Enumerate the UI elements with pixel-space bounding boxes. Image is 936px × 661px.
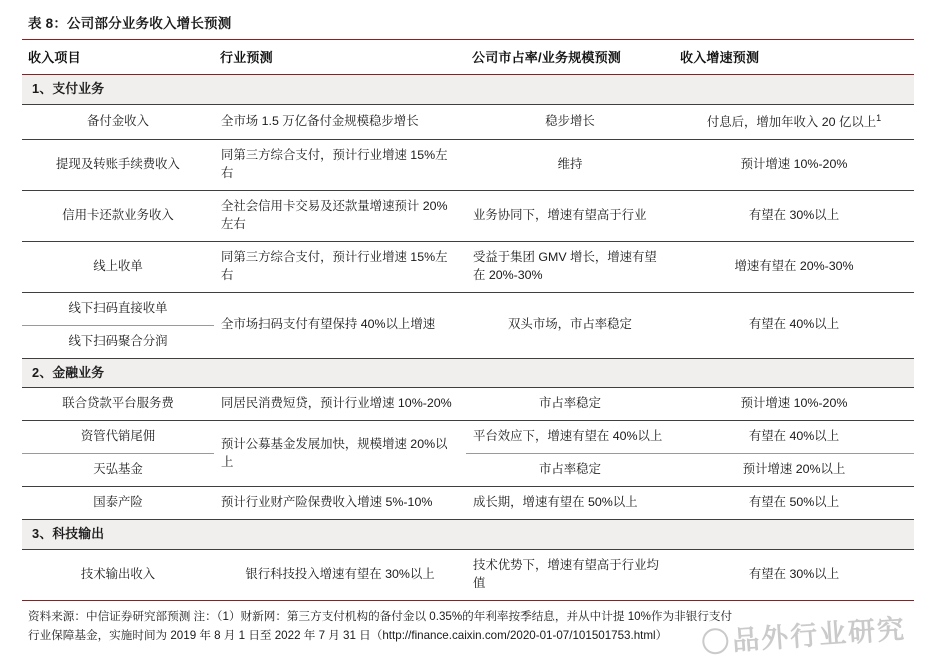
cell-growth: 有望在 30%以上 xyxy=(674,190,914,241)
table-row xyxy=(22,241,914,292)
table-row xyxy=(22,487,914,520)
cell-industry: 全市场 1.5 万亿备付金规模稳步增长 xyxy=(214,104,466,139)
section-label-payment: 1、支付业务 xyxy=(22,75,914,105)
section-header-row xyxy=(22,358,914,388)
cell-growth: 增速有望在 20%-30% xyxy=(674,241,914,292)
cell-item: 国泰产险 xyxy=(22,487,214,520)
cell-item: 线下扫码聚合分润 xyxy=(22,325,214,358)
cell-item: 技术输出收入 xyxy=(22,549,214,600)
page-title: 表 8：公司部分业务收入增长预测 xyxy=(28,16,232,31)
cell-item: 线下扫码直接收单 xyxy=(22,292,214,325)
table-header xyxy=(22,40,914,75)
forecast-table xyxy=(22,39,914,601)
table-row xyxy=(22,139,914,190)
cell-industry: 全社会信用卡交易及还款量增速预计 20%左右 xyxy=(214,190,466,241)
cell-company: 市占率稳定 xyxy=(466,454,674,487)
watermark-text: 品外行业研究 xyxy=(731,613,907,656)
cell-growth-text: 付息后，增加年收入 20 亿以上 xyxy=(706,114,877,129)
table-row xyxy=(22,104,914,139)
cell-item: 联合贷款平台服务费 xyxy=(22,388,214,421)
cell-growth: 有望在 50%以上 xyxy=(674,487,914,520)
cell-item: 资管代销尾佣 xyxy=(22,421,214,454)
column-header-item: 收入项目 xyxy=(22,40,214,75)
cell-company: 稳步增长 xyxy=(466,104,674,139)
cell-company: 维持 xyxy=(466,139,674,190)
section-label-finance: 2、金融业务 xyxy=(22,358,914,388)
column-header-industry: 行业预测 xyxy=(214,40,466,75)
footnote-line-2: 行业保障基金，实施时间为 2019 年 8 月 1 日至 2022 年 7 月 31 日（http://finance.caixin.com/2020-01-07/101501753.html） xyxy=(28,629,668,643)
table-row xyxy=(22,190,914,241)
cell-company: 业务协同下，增速有望高于行业 xyxy=(466,190,674,241)
cell-item: 线上收单 xyxy=(22,241,214,292)
table-row xyxy=(22,454,914,487)
cell-item: 备付金收入 xyxy=(22,104,214,139)
footnote-line-1: 资料来源：中信证券研究部预测 注：（1）财新网：第三方支付机构的备付金以 0.35%的年利率按季结息，并从中计提 10%作为非银行支付 xyxy=(28,609,733,623)
cell-industry: 同第三方综合支付，预计行业增速 15%左右 xyxy=(214,139,466,190)
cell-company: 平台效应下，增速有望在 40%以上 xyxy=(466,421,674,454)
cell-growth: 有望在 40%以上 xyxy=(674,292,914,358)
cell-company: 成长期，增速有望在 50%以上 xyxy=(466,487,674,520)
cell-growth xyxy=(674,104,914,139)
cell-growth: 预计增速 10%-20% xyxy=(674,139,914,190)
table-row xyxy=(22,292,914,325)
section-label-tech: 3、科技输出 xyxy=(22,520,914,550)
cell-industry: 同第三方综合支付，预计行业增速 15%左右 xyxy=(214,241,466,292)
table-row xyxy=(22,421,914,454)
cell-growth: 有望在 30%以上 xyxy=(674,549,914,600)
cell-item: 提现及转账手续费收入 xyxy=(22,139,214,190)
cell-industry: 预计行业财产险保费收入增速 5%-10% xyxy=(214,487,466,520)
column-header-growth: 收入增速预测 xyxy=(674,40,914,75)
cell-item: 信用卡还款业务收入 xyxy=(22,190,214,241)
cell-growth: 预计增速 10%-20% xyxy=(674,388,914,421)
table-row xyxy=(22,549,914,600)
footnote xyxy=(22,607,914,647)
cell-company: 双头市场，市占率稳定 xyxy=(466,292,674,358)
cell-growth: 有望在 40%以上 xyxy=(674,421,914,454)
cell-company: 市占率稳定 xyxy=(466,388,674,421)
cell-industry: 银行科技投入增速有望在 30%以上 xyxy=(214,549,466,600)
cell-industry: 预计公募基金发展加快，规模增速 20%以上 xyxy=(214,421,466,487)
column-header-company: 公司市占率/业务规模预测 xyxy=(466,40,674,75)
cell-industry: 同居民消费短贷，预计行业增速 10%-20% xyxy=(214,388,466,421)
cell-company: 技术优势下，增速有望高于行业均值 xyxy=(466,549,674,600)
cell-industry: 全市场扫码支付有望保持 40%以上增速 xyxy=(214,292,466,358)
footnote-marker: 1 xyxy=(876,112,882,123)
table-body xyxy=(22,75,914,601)
cell-company: 受益于集团 GMV 增长，增速有望在 20%-30% xyxy=(466,241,674,292)
section-header-row xyxy=(22,75,914,105)
section-header-row xyxy=(22,520,914,550)
table-row xyxy=(22,388,914,421)
cell-item: 天弘基金 xyxy=(22,454,214,487)
cell-growth: 预计增速 20%以上 xyxy=(674,454,914,487)
header-row xyxy=(22,40,914,75)
